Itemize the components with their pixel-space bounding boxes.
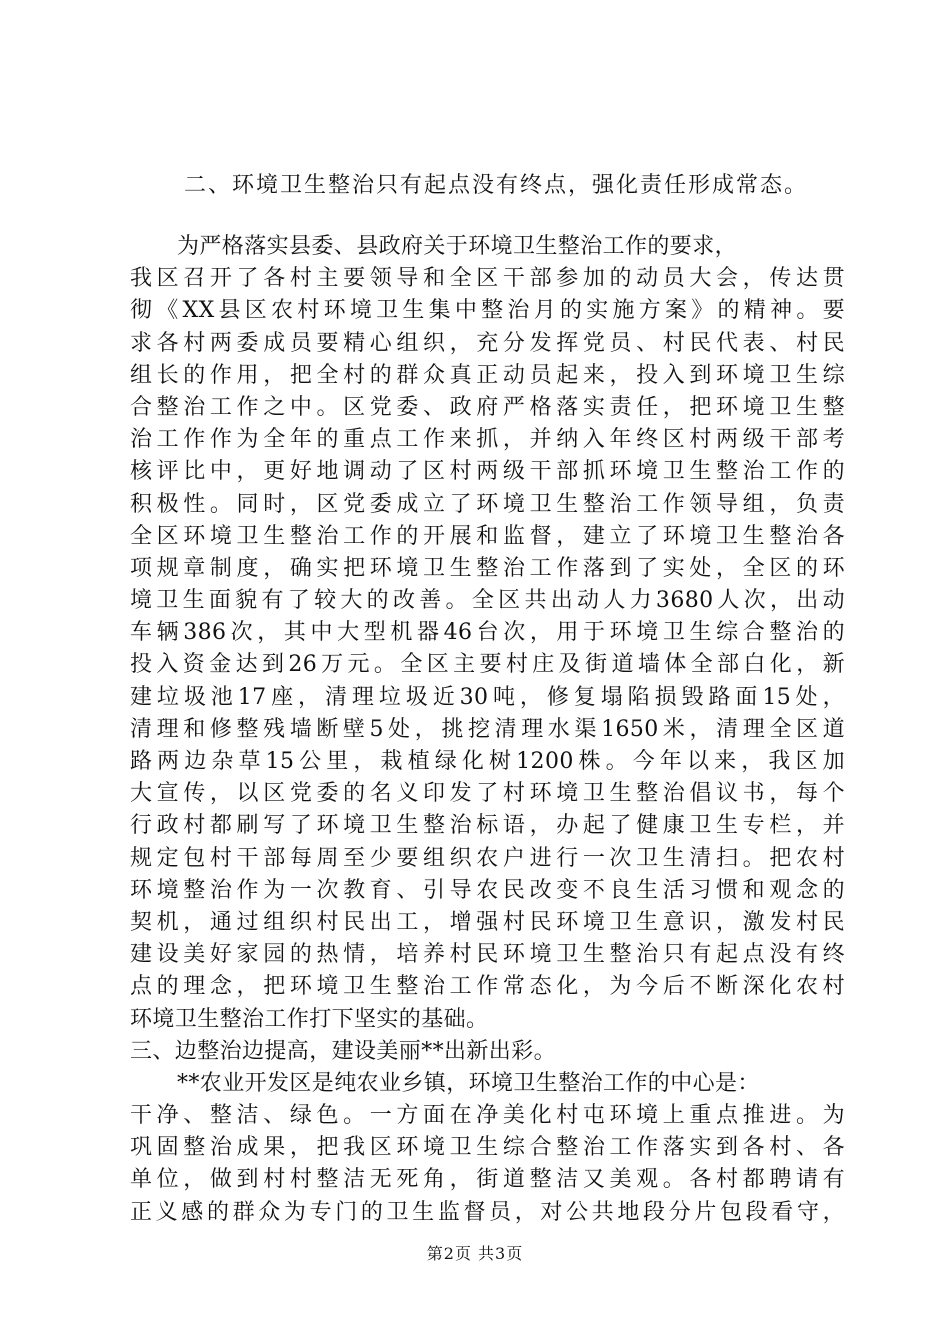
paragraph-1-line: 全区环境卫生整治工作的开展和监督，建立了环境卫生整治各 — [130, 523, 845, 549]
paragraph-2-line: 巩固整治成果，把我区环境卫生综合整治工作落实到各村、各 — [130, 1135, 845, 1161]
paragraph-1-line: 车辆386次，其中大型机器46台次，用于环境卫生综合整治的 — [130, 620, 845, 646]
page-footer: 第2页 共3页 — [426, 1244, 524, 1263]
paragraph-2-line: 正义感的群众为专门的卫生监督员，对公共地段分片包段看守， — [130, 1199, 845, 1225]
document-body — [130, 231, 845, 1229]
paragraph-1-line: 为严格落实县委、县政府关于环境卫生整治工作的要求， — [177, 234, 738, 259]
section-heading-3: 三、边整治边提高，建设美丽**出新出彩。 — [130, 1038, 557, 1064]
paragraph-1-line: 求各村两委成员要精心组织，充分发挥党员、村民代表、村民 — [130, 330, 845, 356]
section-heading-2: 二、环境卫生整治只有起点没有终点，强化责任形成常态。 — [184, 173, 809, 198]
paragraph-2-line: 干净、整洁、绿色。一方面在净美化村屯环境上重点推进。为 — [130, 1103, 845, 1129]
paragraph-1-line: 点的理念，把环境卫生整治工作常态化，为今后不断深化农村 — [130, 974, 845, 1000]
paragraph-1-line: 建垃圾池17座，清理垃圾近30吨，修复塌陷损毁路面15处， — [130, 684, 845, 710]
paragraph-1-line: 契机，通过组织村民出工，增强村民环境卫生意识，激发村民 — [130, 909, 845, 935]
paragraph-1-line: 项规章制度，确实把环境卫生整治工作落到了实处，全区的环 — [130, 555, 845, 581]
paragraph-1-line: 环境整治作为一次教育、引导农民改变不良生活习惯和观念的 — [130, 877, 845, 903]
paragraph-1-line: 清理和修整残墙断壁5处，挑挖清理水渠1650米，清理全区道 — [130, 716, 845, 742]
paragraph-1-line: 核评比中，更好地调动了区村两级干部抓环境卫生整治工作的 — [130, 459, 845, 485]
paragraph-1-line: 行政村都刷写了环境卫生整治标语，办起了健康卫生专栏，并 — [130, 813, 845, 839]
paragraph-1-line: 建设美好家园的热情，培养村民环境卫生整治只有起点没有终 — [130, 942, 845, 968]
paragraph-1-line: 彻《XX县区农村环境卫生集中整治月的实施方案》的精神。要 — [130, 298, 845, 324]
paragraph-1-line: 组长的作用，把全村的群众真正动员起来，投入到环境卫生综 — [130, 362, 845, 388]
paragraph-1-line: 治工作作为全年的重点工作来抓，并纳入年终区村两级干部考 — [130, 427, 845, 453]
paragraph-1-line: 境卫生面貌有了较大的改善。全区共出动人力3680人次，出动 — [130, 588, 845, 614]
paragraph-1-line: 环境卫生整治工作打下坚实的基础。 — [130, 1006, 489, 1032]
paragraph-2-line: 单位，做到村村整洁无死角，街道整洁又美观。各村都聘请有 — [130, 1167, 845, 1193]
paragraph-1-line: 大宣传，以区党委的名义印发了村环境卫生整治倡议书，每个 — [130, 781, 845, 807]
paragraph-1-line: 积极性。同时，区党委成立了环境卫生整治工作领导组，负责 — [130, 491, 845, 517]
paragraph-1-line: 投入资金达到26万元。全区主要村庄及街道墙体全部白化，新 — [130, 652, 845, 678]
paragraph-1-line: 我区召开了各村主要领导和全区干部参加的动员大会，传达贯 — [130, 266, 845, 292]
paragraph-1-line: 合整治工作之中。区党委、政府严格落实责任，把环境卫生整 — [130, 394, 845, 420]
paragraph-1-line: 路两边杂草15公里，栽植绿化树1200株。今年以来，我区加 — [130, 749, 845, 774]
paragraph-2-line: **农业开发区是纯农业乡镇，环境卫生整治工作的中心是： — [177, 1070, 760, 1096]
paragraph-1-line: 规定包村干部每周至少要组织农户进行一次卫生清扫。把农村 — [130, 845, 845, 871]
